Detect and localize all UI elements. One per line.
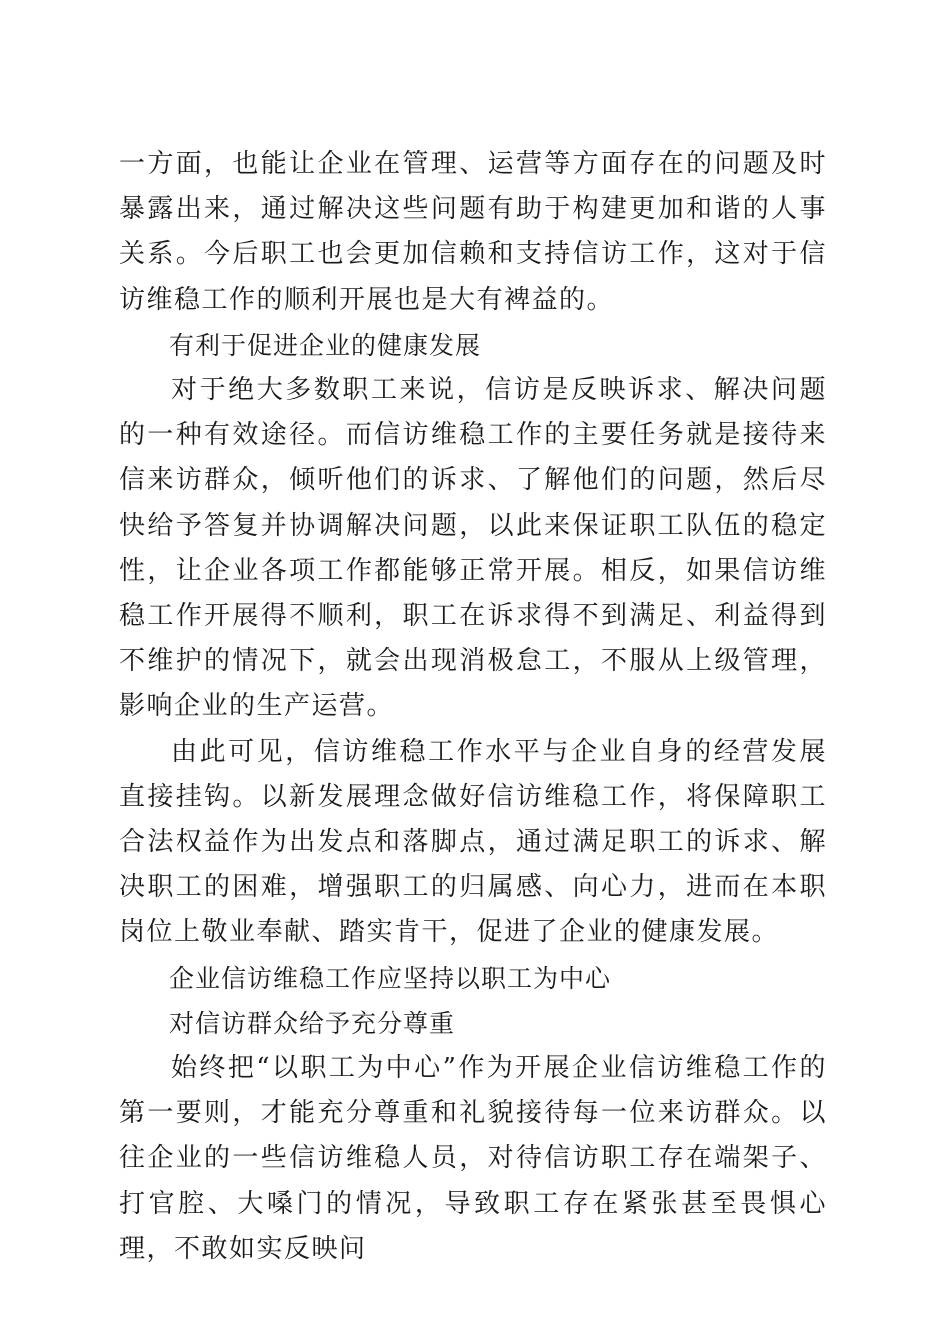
section-heading-healthy-development: 有利于促进企业的健康发展 <box>169 330 482 360</box>
paragraph-respect-petitioners: 始终把“以职工为中心”作为开展企业信访维稳工作的第一要则，才能充分尊重和礼貌接待每一位来访群众。以往企业的一些信访维稳人员，对待信访职工存在端架子、打官腔、大嗓门的情况，导致职工存在紧张甚至畏惧心理，不敢如实反映问 <box>119 1053 827 1264</box>
paragraph-continuation: 一方面，也能让企业在管理、运营等方面存在的问题及时暴露出来，通过解决这些问题有助于构建更加和谐的人事关系。今后职工也会更加信赖和支持信访工作，这对于信访维稳工作的顺利开展也是大有裨益的。 <box>119 149 827 315</box>
document-body <box>119 142 827 1272</box>
paragraph-petition-channel: 对于绝大多数职工来说，信访是反映诉求、解决问题的一种有效途径。而信访维稳工作的主要任务就是接待来信来访群众，倾听他们的诉求、了解他们的问题，然后尽快给予答复并协调解决问题，以此来保证职工队伍的稳定性，让企业各项工作都能够正常开展。相反，如果信访维稳工作开展得不顺利，职工在诉求得不到满足、利益得到不维护的情况下，就会出现消极怠工，不服从上级管理，影响企业的生产运营。 <box>119 375 827 722</box>
section-heading-employee-centered: 企业信访维稳工作应坚持以职工为中心 <box>169 963 612 993</box>
subsection-heading-respect: 对信访群众给予充分尊重 <box>169 1008 456 1038</box>
paragraph-conclusion: 由此可见，信访维稳工作水平与企业自身的经营发展直接挂钩。以新发展理念做好信访维稳工作，将保障职工合法权益作为出发点和落脚点，通过满足职工的诉求、解决职工的困难，增强职工的归属感、向心力，进而在本职岗位上敬业奉献、踏实肯干，促进了企业的健康发展。 <box>119 736 827 948</box>
